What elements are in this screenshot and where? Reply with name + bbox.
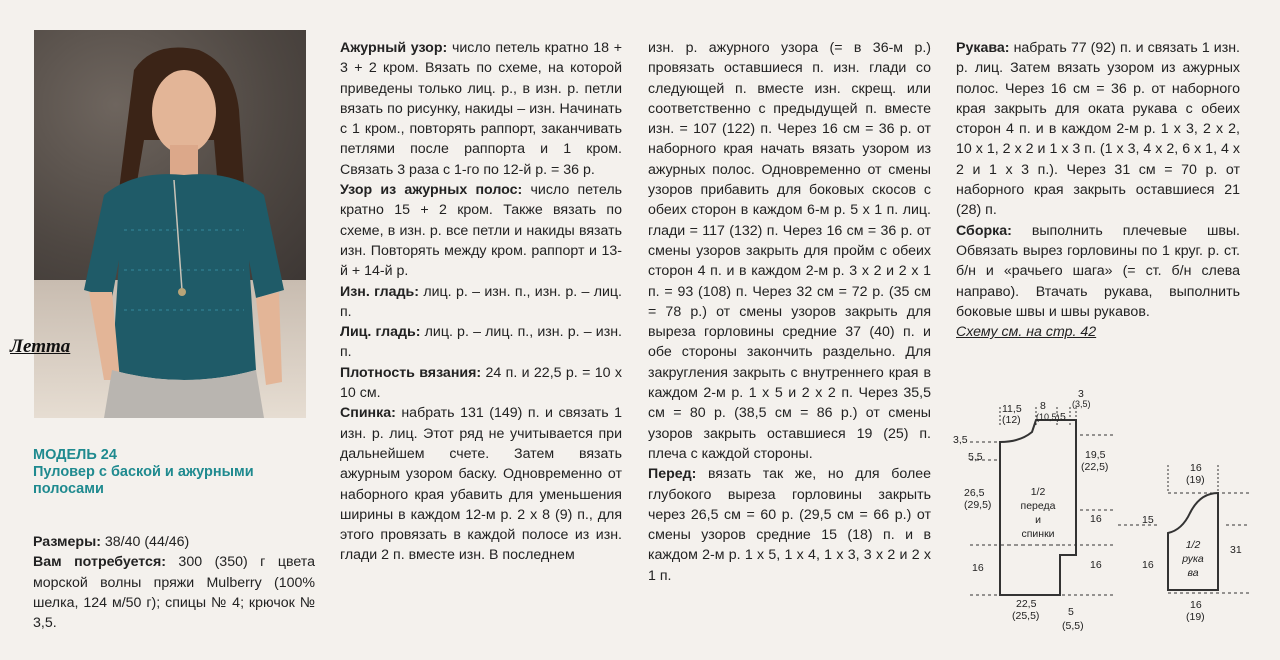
sleeve-dim-top2: (19) [1186,474,1205,486]
gauge-label: Плотность вязания: [340,364,482,381]
materials-paragraph [33,552,315,633]
back-text: набрать 131 (149) п. и связать 1 изн. р. лиц. Этот ряд не учитывается при дальнейшем счете. Затем вязать ажурным узором баску. Одновременно от наборного края убавить для уменьшения ширины в каждом 12-м р. 2 x 8 (9) п., для этого провязать в каждой полосе из изн. глади 2 п. вместе изн. В последнем [340,405,622,564]
front-text: вязать так же, но для более глубокого выреза горловины закрыть через 26,5 см = 60 р. (29,5 см = 66 р.) от смены узоров средние 15 (18) п. и в каждом 2-м р. 1 x 5, 1 x 4, 1 x 3, 3 x 2 и 2 x 1 п. [648,466,931,584]
model-heading [33,447,323,498]
sleeve-dim-left2: 16 [1142,559,1154,571]
model-subtitle-line1: Пуловер с баской и ажурными [33,464,254,480]
column-2 [340,38,622,566]
sleeve-label-line3: ва [1187,567,1199,579]
assembly-paragraph [956,221,1240,322]
stripes-pattern-text: число петель кратно 15 + 2 кром. Также вязать по схеме, в изн. р. все петли и накиды вязать изн. Повторять между кром. раппорт и 13-й + 14-й р. [340,182,622,280]
sleeves-label: Рукава: [956,40,1010,56]
sleeves-paragraph [956,38,1240,221]
model-figure [34,30,306,418]
reverse-stitch-label: Изн. гладь: [340,283,420,300]
dim-bottom-a: 22,5 [1016,598,1037,610]
dim-right-b: 16 [1090,513,1102,525]
dim-right-a: 19,5 [1085,449,1106,461]
dim-right-a2: (22,5) [1081,461,1109,473]
stockinette-paragraph [340,322,622,363]
dim-left-c: 26,5 [964,487,985,499]
dim-top-d2: (3,5) [1072,399,1091,409]
sizes-value: 38/40 (44/46) [100,534,190,550]
back-continued-paragraph: изн. р. ажурного узора (= в 36-м р.) провязать оставшиеся п. изн. глади со следующей п. вместе изн. скрещ. или соответственно с предыдущей п. вместе изн. = 107 (122) п. Через 16 см = 36 р. от наборного края начать вязать узором из ажурных полос. Одновременно от смены узоров прибавить для боковых скосов с обеих сторон в каждом 6-м р. 5 x 1 п. лиц. глади = 117 (132) п. Через 16 см = 36 р. от смены узоров закрыть для пройм с обеих сторон 4 п. и в каждом 2-м р. 3 x 2 и 2 x 1 п. = 93 (108) п. Через 32 см = 72 р. (35 см = 78 р.) от смены узоров закрыть для выреза горловины средние 37 (40) п. и обе стороны закончить раздельно. Для закругления закрыть с внутреннего края в каждом 2-м р. 1 x 5 и 2 x 2 п. Через 35,5 см = 80 р. (38,5 см = 86 р.) от смены узоров закрыть оставшиеся 19 (25) п. плеча с каждой стороны. [648,40,931,462]
materials-label: Вам потребуется: [33,554,166,571]
sleeves-text: набрать 77 (92) п. и связать 1 изн. р. лиц. Затем вязать узором из ажурных полос. Через 16 см = 36 р. от наборного края закрыть для оката рукава с обеих сторон 4 п. и в каждом 2-м р. 1 x 3, 2 x 2, 10 x 1, 2 x 2 и 1 x 3 п. (1 x 3, 4 x 2, 6 x 1, 4 x 2 и 1 x 3 п.). Через 31 см = 70 р. от наборного края закрыть оставшиеся 21 (28) п. [956,40,1240,219]
materials-value: 300 (350) г цвета морской волны пряжи Mulberry (100% шелка, 124 м/50 г); спицы № 4; крючок № 3,5. [33,554,315,632]
front-paragraph [648,464,931,586]
dim-top-a: 11,5 [1002,403,1022,415]
openwork-pattern-label: Ажурный узор: [340,40,448,56]
watermark-text: Летта [10,336,71,357]
gauge-paragraph [340,363,622,404]
dim-top-c: 5 [1060,411,1066,423]
dim-top-b: 8 [1040,400,1046,412]
column-3 [648,38,931,586]
body-label-line4: спинки [1021,528,1055,540]
dim-top-a2: (12) [1002,414,1021,426]
dim-left-b: 5,5 [968,451,983,463]
body-label-line1: 1/2 [1030,486,1046,498]
dim-bottom-b: 5 [1068,606,1074,618]
gauge-text: 24 п. и 22,5 р. = 10 x 10 см. [340,364,622,402]
model-number: МОДЕЛЬ 24 [33,447,117,463]
sleeve-dim-right: 31 [1230,544,1242,556]
reverse-stitch-text: лиц. р. – изн. п., изн. р. – лиц. п. [340,283,622,320]
sleeve-label-line1: 1/2 [1185,539,1201,551]
dim-top-d: 3 [1078,388,1084,400]
sleeve-dim-left: 15 [1142,514,1154,526]
front-label: Перед: [648,466,697,483]
openwork-pattern-text: число петель кратно 18 + 3 + 2 кром. Вязать по схеме, на которой приведены только лиц. р., в изн. р. петли вязать по рисунку, накиды – изн. Начинать с 1 кром., повторять раппорт, заканчивать петлями после раппорта и 1 кром. Связать 3 раза с 1-го по 12-й р. = 36 р. [340,40,622,178]
model-photo [34,30,306,418]
dim-bottom-b2: (5,5) [1062,620,1084,632]
dim-right-c: 16 [1090,559,1102,571]
sleeve-dim-bottom: 16 [1190,599,1202,611]
stripes-pattern-paragraph [340,180,622,281]
body-diagram-lines [970,407,1250,595]
dim-left-c2: (29,5) [964,499,992,511]
dim-left-d: 16 [972,562,984,574]
model-subtitle-line2: полосами [33,481,104,497]
stripes-pattern-label: Узор из ажурных полос: [340,182,523,199]
dim-bottom-a2: (25,5) [1012,610,1040,622]
stockinette-label: Лиц. гладь: [340,324,421,341]
body-label-line2: переда [1020,500,1056,512]
stockinette-text: лиц. р. – лиц. п., изн. р. – изн. п. [340,324,622,361]
openwork-pattern-paragraph [340,38,622,180]
column-4 [956,38,1240,342]
sizes-paragraph [33,532,315,552]
sleeve-dim-top: 16 [1190,462,1202,474]
assembly-label: Сборка: [956,222,1012,239]
dim-left-a: 3,5 [953,434,968,446]
assembly-text: выполнить плечевые швы. Обвязать вырез горловины по 1 круг. р. ст. б/н и «рачьего шага» (= ст. б/н слева направо). Втачать рукава, выполнить боковые швы и швы рукавов. [956,222,1240,320]
body-label-line3: и [1035,514,1041,526]
dim-top-b2: (10,5) [1036,412,1060,422]
sizes-label: Размеры: [33,534,101,550]
sleeve-dim-bottom2: (19) [1186,611,1205,623]
reverse-stitch-paragraph [340,282,622,323]
sleeve-diagram-labels [1142,462,1242,623]
schema-reference: Схему см. на стр. 42 [956,324,1097,341]
sleeve-label-line2: рука [1182,553,1204,565]
back-paragraph [340,403,622,565]
pattern-diagrams [950,385,1280,640]
back-label: Спинка: [340,405,396,422]
column-1 [33,532,315,633]
